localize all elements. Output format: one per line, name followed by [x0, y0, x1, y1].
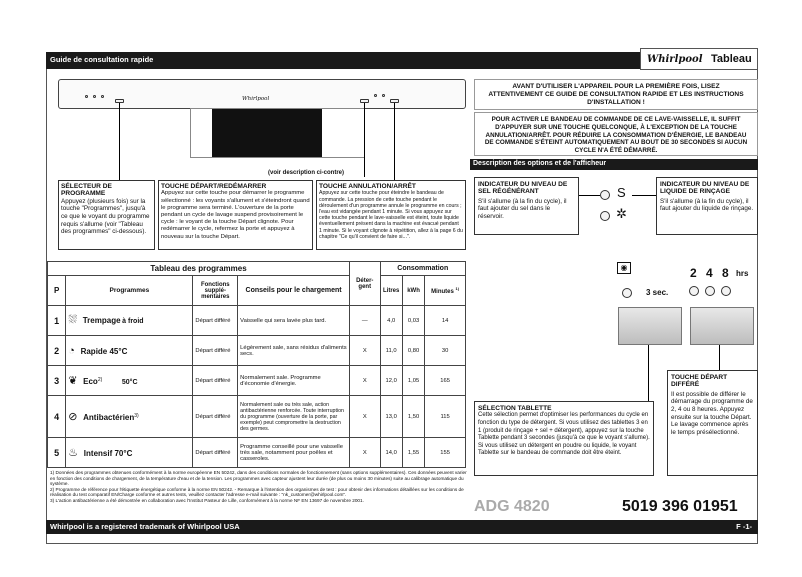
option-differe-title: TOUCHE DÉPART DIFFÉRÉ [671, 374, 728, 389]
rinse-icon: ✲ [616, 206, 627, 221]
row-program [66, 366, 193, 396]
row-fn: Départ différé [193, 306, 238, 336]
row-program [66, 396, 193, 438]
eco-icon: ❦ [68, 375, 78, 387]
row-tip: Programme conseillé pour une vaisselle très sale, notamment pour poêles et casseroles. [238, 438, 350, 468]
row-suffix: 50°C [121, 379, 138, 386]
row-kwh: 1,05 [402, 366, 424, 396]
tablet-time: 3 sec. [646, 288, 669, 297]
row-tip: Normalement sale ou très sale, action antibactérienne renforcée. Toute interruption du programme (ouverture de la porte, par exemple) peut compromettre la destruction des germes. [238, 396, 350, 438]
row-name: Antibactérien [83, 413, 135, 422]
notice-activation-text: POUR ACTIVER LE BANDEAU DE COMMANDE DE CE LAVE-VAISSELLE, IL SUFFIT D'APPUYER SUR UNE TOUCHE QUELCONQUE, À L'EXCEPTION DE LA TOUCHE ANNULATION/ARRÊT. POUR RÉDUIRE LA CONSOMMATION D'ÉNERGIE, LE BANDEAU DE COMMANDE S'ÉTEINT AUTOMATIQUEMENT AU BOUT DE 30 SECONDES SI AUCUN CYCLE N'A ÉTÉ DÉMARRÉ. [484, 116, 748, 155]
row-det: X [350, 438, 381, 468]
table-row [48, 438, 466, 468]
row-min: 115 [425, 396, 466, 438]
col-fonctions: Fonctions supplé-mentaires [193, 276, 238, 306]
delay-led-4 [705, 286, 715, 296]
row-num: 5 [48, 438, 66, 468]
row-program [66, 336, 193, 366]
option-rincage [656, 177, 758, 235]
callout-selecteur-title: SÉLECTEUR DE PROGRAMME [61, 183, 112, 198]
footer-trademark: Whirlpool is a registered trademark of Whirlpool USA [50, 522, 240, 531]
col-minutes-note: 1) [455, 286, 460, 291]
table-row [48, 306, 466, 336]
option-rincage-text: S'il s'allume (à la fin du cycle), il faut ajouter du liquide de rinçage. [660, 197, 754, 213]
row-fn: Départ différé [193, 438, 238, 468]
option-sel [474, 177, 579, 235]
row-program [66, 306, 193, 336]
panel-led-3 [101, 95, 104, 98]
col-consommation: Consommation [380, 262, 465, 276]
row-name: Rapide 45°C [80, 346, 128, 356]
table-row [48, 396, 466, 438]
rinse-led [600, 211, 610, 221]
row-l: 11,0 [380, 336, 402, 366]
callout-selecteur-text: Appuyez (plusieurs fois) sur la touche "Programmes", jusqu'à ce que le voyant du programme requis s'allume (voir "Tableau des programmes" ci-dessous). [61, 197, 150, 236]
row-det: X [350, 396, 381, 438]
option-differe-text: Il est possible de différer le démarrage du programme de 2, 4 ou 8 heures. Appuyez ensuite sur la touche Départ. Le lavage commence après le temps présélectionné. [671, 390, 753, 436]
footnote-3: 3) L'action antibactérienne a été démontrée en collaboration avec l'Institut Pasteur de Lille, conformément à la norme NF EN 13697 de novembre 2001. [50, 497, 364, 503]
option-tablette [474, 401, 654, 476]
trempage-icon: ⛆ [68, 314, 78, 326]
row-name: Intensif 70°C [83, 449, 133, 458]
tablet-icon: ◉ [617, 262, 631, 274]
delay-led-8 [721, 286, 731, 296]
salt-led [600, 190, 610, 200]
row-kwh: 0,80 [402, 336, 424, 366]
options-bar-text: Description des options et de l'afficheur [473, 160, 607, 167]
row-l: 13,0 [380, 396, 402, 438]
col-programmes: Programmes [66, 276, 193, 306]
antibacterien-icon: ⊘ [68, 411, 78, 423]
intensif-icon: ♨ [68, 447, 79, 459]
tablet-led [622, 288, 632, 298]
row-num: 3 [48, 366, 66, 396]
salt-leader [579, 195, 600, 196]
delay-led-2 [689, 286, 699, 296]
row-det: X [350, 366, 381, 396]
option-rincage-title: INDICATEUR DU NIVEAU DE LIQUIDE DE RINÇAGE [660, 181, 750, 196]
callout-depart [158, 180, 313, 250]
callout-annulation-text: Appuyez sur cette touche pour éteindre le bandeau de commande. La pression de cette touche pendant le déroulement d'un programme annule le programme en cours ; l'eau est vidangée pendant 1 minute. Si vous appuyez sur cette touche pendant le lave-vaisselle est éteint, toute liquide éventuellement présent dans la machine est évacué pendant 1 minute. Si le voyant clignote à répétition, allez à la page 6 du chapitre "Ce qu'il convient de faire si...". [319, 190, 463, 240]
row-kwh: 1,50 [402, 396, 424, 438]
delay-unit: hrs [736, 269, 749, 278]
col-kwh: kWh [402, 276, 424, 306]
table-row [48, 336, 466, 366]
panel-led-2 [93, 95, 96, 98]
row-min: 30 [425, 336, 466, 366]
option-differe [667, 370, 758, 476]
panel-brand: Whirlpool [242, 96, 270, 102]
row-fn: Départ différé [193, 366, 238, 396]
callout-depart-text: Appuyez sur cette touche pour démarrer le programme sélectionné : les voyants s'allument et s'éteindront quand le programme sera terminé. L'ouverture de la porte pendant un cycle de lavage suspend provisoirement le cycle : le voyant de la touche Départ clignote. Pour redémarrer le cycle, refermez la porte et appuyez à nouveau sur la touche Départ. [161, 190, 310, 240]
rapide-icon: ◔ [68, 344, 75, 357]
delay-hour-4: 4 [706, 266, 713, 280]
section-title: Tableau [711, 53, 752, 65]
brand-logo-tab [640, 48, 758, 70]
option-sel-text: S'il s'allume (à la fin du cycle), il faut ajouter du sel dans le réservoir. [478, 197, 567, 220]
row-sup: 3) [134, 413, 139, 420]
footer-page: F -1- [736, 522, 752, 531]
row-tip: Vaisselle qui sera lavée plus tard. [238, 306, 350, 336]
tablet-button[interactable] [618, 307, 682, 345]
tablet-leader [648, 345, 649, 401]
col-detergent: Déter-gent [350, 262, 381, 306]
row-l: 14,0 [380, 438, 402, 468]
panel-caption: (voir description ci-contre) [268, 170, 345, 176]
row-min: 14 [425, 306, 466, 336]
row-l: 4,0 [380, 306, 402, 336]
callout-selecteur [58, 180, 155, 250]
callout-annulation [316, 180, 466, 250]
option-tablette-title: SÉLECTION TABLETTE [478, 405, 552, 412]
notice-activation [474, 112, 758, 156]
row-program [66, 438, 193, 468]
delay-leader [719, 345, 720, 370]
brand-logo: Whirlpool [647, 54, 703, 65]
callout-depart-title: TOUCHE DÉPART/REDÉMARRER [161, 183, 267, 190]
col-minutes-label: Minutes [431, 289, 454, 295]
row-min: 165 [425, 366, 466, 396]
option-tablette-text: Cette sélection permet d'optimiser les performances du cycle en fonction du type de détergent. Si vous utilisez des tablettes 3 en 1 (produit de rinçage + sel + détergent), appuyez sur la touche Tablette pendant 3 secondes (jusqu'à ce que le voyant s'allume). Si vous utilisez un détergent en poudre ou liquide, le voyant Tablette sur le bandeau de commande doit être éteint. [478, 412, 650, 457]
panel-led-4 [374, 94, 377, 97]
model-number: ADG 4820 [474, 498, 550, 515]
col-conseils: Conseils pour le chargement [238, 276, 350, 306]
col-minutes [425, 276, 466, 306]
row-sup: 2) [97, 377, 103, 384]
leader-line-cancel [364, 103, 365, 177]
table-row [48, 366, 466, 396]
row-fn: Départ différé [193, 336, 238, 366]
footer-bar [46, 520, 758, 534]
row-kwh: 0,03 [402, 306, 424, 336]
footnotes [50, 470, 470, 504]
row-l: 12,0 [380, 366, 402, 396]
salt-icon: S [617, 185, 626, 200]
delay-hour-8: 8 [722, 266, 729, 280]
panel-led-5 [382, 94, 385, 97]
option-sel-title: INDICATEUR DU NIVEAU DE SEL RÉGÉNÉRANT [478, 181, 568, 196]
row-det: — [350, 306, 381, 336]
product-code: 5019 396 01951 [622, 498, 738, 515]
header-title: Guide de consultation rapide [50, 55, 154, 64]
notice-warning-text: AVANT D'UTILISER L'APPAREIL POUR LA PREMIÈRE FOIS, LISEZ ATTENTIVEMENT CE GUIDE DE CONSULTATION RAPIDE ET LES INSTRUCTIONS D'INSTALLATION ! [488, 83, 744, 106]
panel-led-1 [85, 95, 88, 98]
col-litres: Litres [380, 276, 402, 306]
row-fn: Départ différé [193, 396, 238, 438]
panel-inner-block [190, 108, 365, 158]
leader-line-start [394, 103, 395, 180]
programme-table [47, 261, 466, 468]
row-name: Eco [83, 377, 98, 386]
footnote-1: 1) Données des programmes obtenues conformément à la norme européenne EN 50242, dans des conditions normales de fonctionnement (sans options supplémentaires). Ces données peuvent varier en fonction des conditions de chargement, de la température d'eau et de la tension. Les programmes avec capteur ajustent leur durée (de plus ou moins 30 minutes) suite au calibrage automatique du système. [50, 470, 467, 487]
delay-hour-2: 2 [690, 266, 697, 280]
delay-button[interactable] [690, 307, 754, 345]
row-name: Trempage [82, 316, 121, 325]
row-num: 2 [48, 336, 66, 366]
row-tip: Légèrement sale, sans résidus d'aliments secs. [238, 336, 350, 366]
row-tip: Normalement sale. Programme d'économie d'énergie. [238, 366, 350, 396]
table-title: Tableau des programmes [48, 262, 350, 276]
row-min: 155 [425, 438, 466, 468]
leader-line-program [119, 103, 120, 180]
footnote-2: 2) Programme de référence pour l'étiquette énergétique conforme à la norme EN 50242. - Remarque à l'intention des organismes de test : pour obtenir des informations détaillées sur les conditions de réalisation du test comparatif EN/Charge conforme et autres tests, veuillez contacter l'adresse e-mail suivante : "nk_customer@whirlpool.com". [50, 486, 464, 498]
row-suffix: à froid [122, 318, 144, 325]
options-bar [470, 159, 758, 170]
notice-warning [474, 79, 758, 110]
callout-annulation-title: TOUCHE ANNULATION/ARRÊT [319, 183, 416, 190]
row-kwh: 1,55 [402, 438, 424, 468]
row-num: 4 [48, 396, 66, 438]
rinse-leader [632, 195, 656, 196]
row-det: X [350, 336, 381, 366]
col-p: P [48, 276, 66, 306]
row-num: 1 [48, 306, 66, 336]
